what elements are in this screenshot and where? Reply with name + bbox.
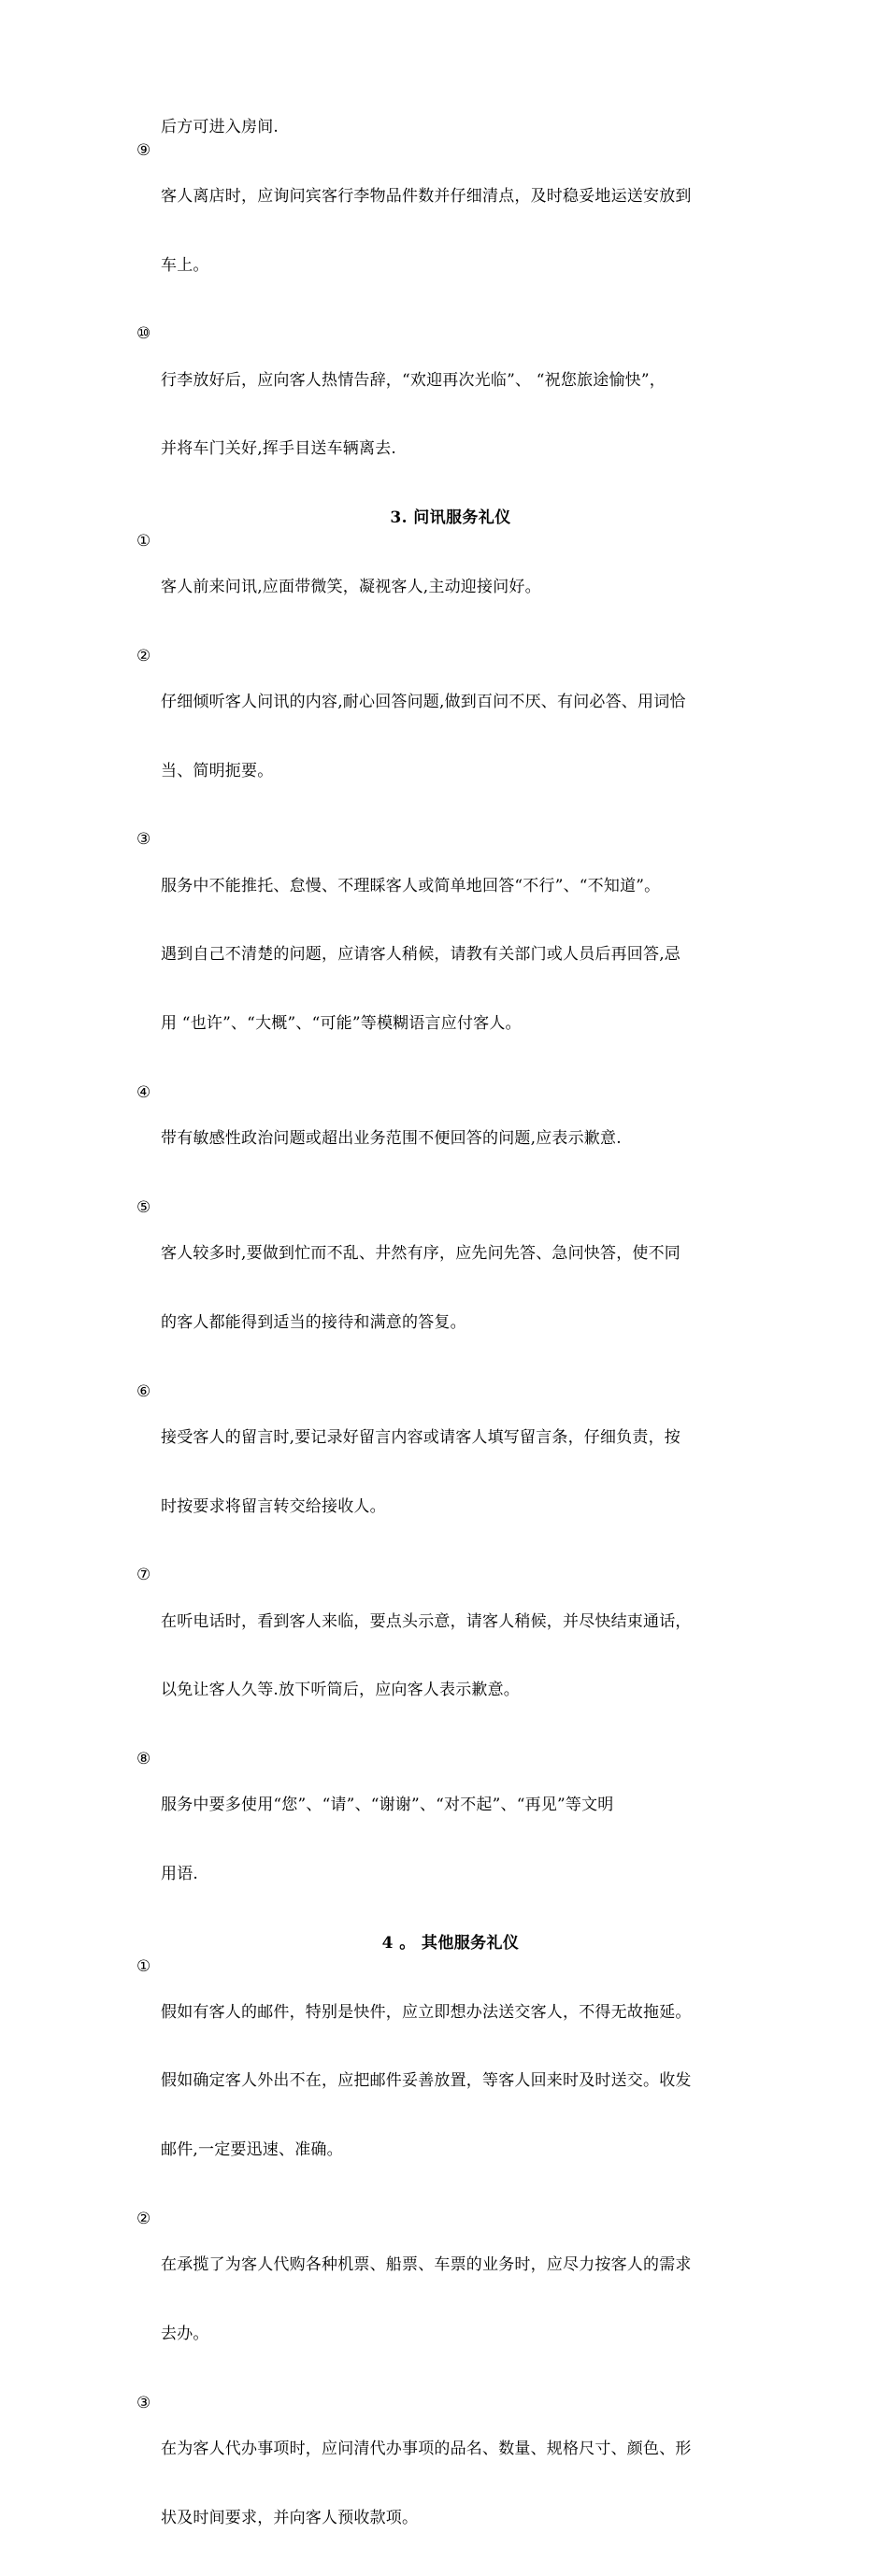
item-marker: ④	[136, 1082, 151, 1102]
item-line: 在听电话时，看到客人来临，要点头示意，请客人稍候，并尽快结束通话，	[161, 1611, 692, 1631]
item-line: 状及时间要求，并向客人预收款项。	[161, 2508, 419, 2527]
list-item	[136, 139, 765, 323]
item-text	[161, 2208, 765, 2392]
item-text	[161, 828, 765, 1081]
item-line: 以免让客人久等.放下听筒后，应向客人表示歉意。	[161, 1681, 521, 1700]
item-text	[161, 139, 765, 323]
item-line: 去办。	[161, 2325, 209, 2343]
list-item	[136, 1564, 765, 1748]
list-item	[136, 1081, 765, 1196]
item-marker: ①	[136, 531, 151, 551]
item-text	[161, 322, 765, 507]
item-marker: ⑦	[136, 1566, 151, 1585]
item-line: 并将车门关好,挥手目送车辆离去.	[161, 439, 397, 459]
item-line: 服务中要多使用“您”、“请”、“谢谢”、“对不起”、“再见”等文明	[161, 1796, 614, 1815]
item-line: 在为客人代办事项时，应问清代办事项的品名、数量、规格尺寸、颜色、形	[161, 2439, 692, 2458]
section-3-title: 3. 问讯服务礼仪	[390, 508, 511, 528]
item-line: 客人较多时,要做到忙而不乱、井然有序，应先问先答、急问快答，使不同	[161, 1244, 681, 1264]
item-line: 遇到自己不清楚的问题，应请客人稍候，请教有关部门或人员后再回答,忌	[161, 945, 681, 965]
item-marker: ⑨	[136, 140, 151, 160]
item-marker: ①	[136, 1956, 151, 1976]
item-line: 接受客人的留言时,要记录好留言内容或请客人填写留言条，仔细负责，按	[161, 1427, 681, 1447]
continuation-line: 后方可进入房间.	[161, 118, 279, 136]
list-item	[136, 2208, 765, 2392]
section-4-title: 4 。 其他服务礼仪	[381, 1933, 520, 1953]
pre-item-list	[136, 139, 765, 508]
item-line: 车上。	[161, 255, 209, 275]
item-text	[161, 1081, 765, 1196]
item-line: 带有敏感性政治问题或超出业务范围不便回答的问题,应表示歉意.	[161, 1129, 622, 1149]
item-line: 当、简明扼要。	[161, 761, 274, 780]
item-line: 服务中不能推托、怠慢、不理睬客人或简单地回答“不行”、“不知道”。	[161, 876, 661, 895]
item-line: 客人前来问讯,应面带微笑，凝视客人,主动迎接问好。	[161, 577, 541, 596]
list-item	[136, 530, 765, 645]
item-line: 假如确定客人外出不在，应把邮件妥善放置，等客人回来时及时送交。收发	[161, 2071, 692, 2091]
item-line: 邮件,一定要迅速、准确。	[161, 2140, 343, 2160]
item-line: 用语.	[161, 1865, 199, 1884]
item-text	[161, 645, 765, 829]
document-body	[136, 116, 765, 2576]
item-text	[161, 2392, 765, 2576]
item-marker: ③	[136, 830, 151, 850]
list-item	[136, 2392, 765, 2576]
item-text	[161, 530, 765, 645]
item-text	[161, 1564, 765, 1748]
list-item	[136, 828, 765, 1081]
list-item	[136, 645, 765, 829]
item-text	[161, 1748, 765, 1932]
list-item	[136, 1748, 765, 1932]
item-line: 用 “也许”、“大概”、“可能”等模糊语言应付客人。	[161, 1014, 522, 1034]
list-item	[136, 1381, 765, 1565]
section-4-list	[136, 1955, 765, 2576]
item-marker: ⑥	[136, 1381, 151, 1401]
item-line: 的客人都能得到适当的接待和满意的答复。	[161, 1312, 466, 1332]
item-text	[161, 1381, 765, 1565]
item-line: 行李放好后，应向客人热情告辞，“欢迎再次光临”、 “祝您旅途愉快”，	[161, 370, 666, 390]
item-line: 时按要求将留言转交给接收人。	[161, 1496, 386, 1516]
item-line: 客人离店时，应询问宾客行李物品件数并仔细清点，及时稳妥地运送安放到	[161, 186, 692, 206]
item-marker: ③	[136, 2393, 151, 2412]
item-line: 在承揽了为客人代购各种机票、船票、车票的业务时，应尽力按客人的需求	[161, 2255, 692, 2275]
item-marker: ⑧	[136, 1750, 151, 1769]
item-marker: ⑩	[136, 324, 151, 344]
section-3-list	[136, 530, 765, 1932]
item-line: 假如有客人的邮件，特别是快件，应立即想办法送交客人，不得无故拖延。	[161, 2002, 692, 2022]
item-text	[161, 1955, 765, 2209]
item-marker: ②	[136, 2210, 151, 2229]
item-marker: ⑤	[136, 1197, 151, 1217]
list-item	[136, 322, 765, 507]
item-marker: ②	[136, 646, 151, 665]
item-text	[161, 1196, 765, 1381]
item-line: 仔细倾听客人问讯的内容,耐心回答问题,做到百问不厌、有问必答、用词恰	[161, 692, 686, 711]
list-item	[136, 1196, 765, 1381]
list-item	[136, 1955, 765, 2209]
